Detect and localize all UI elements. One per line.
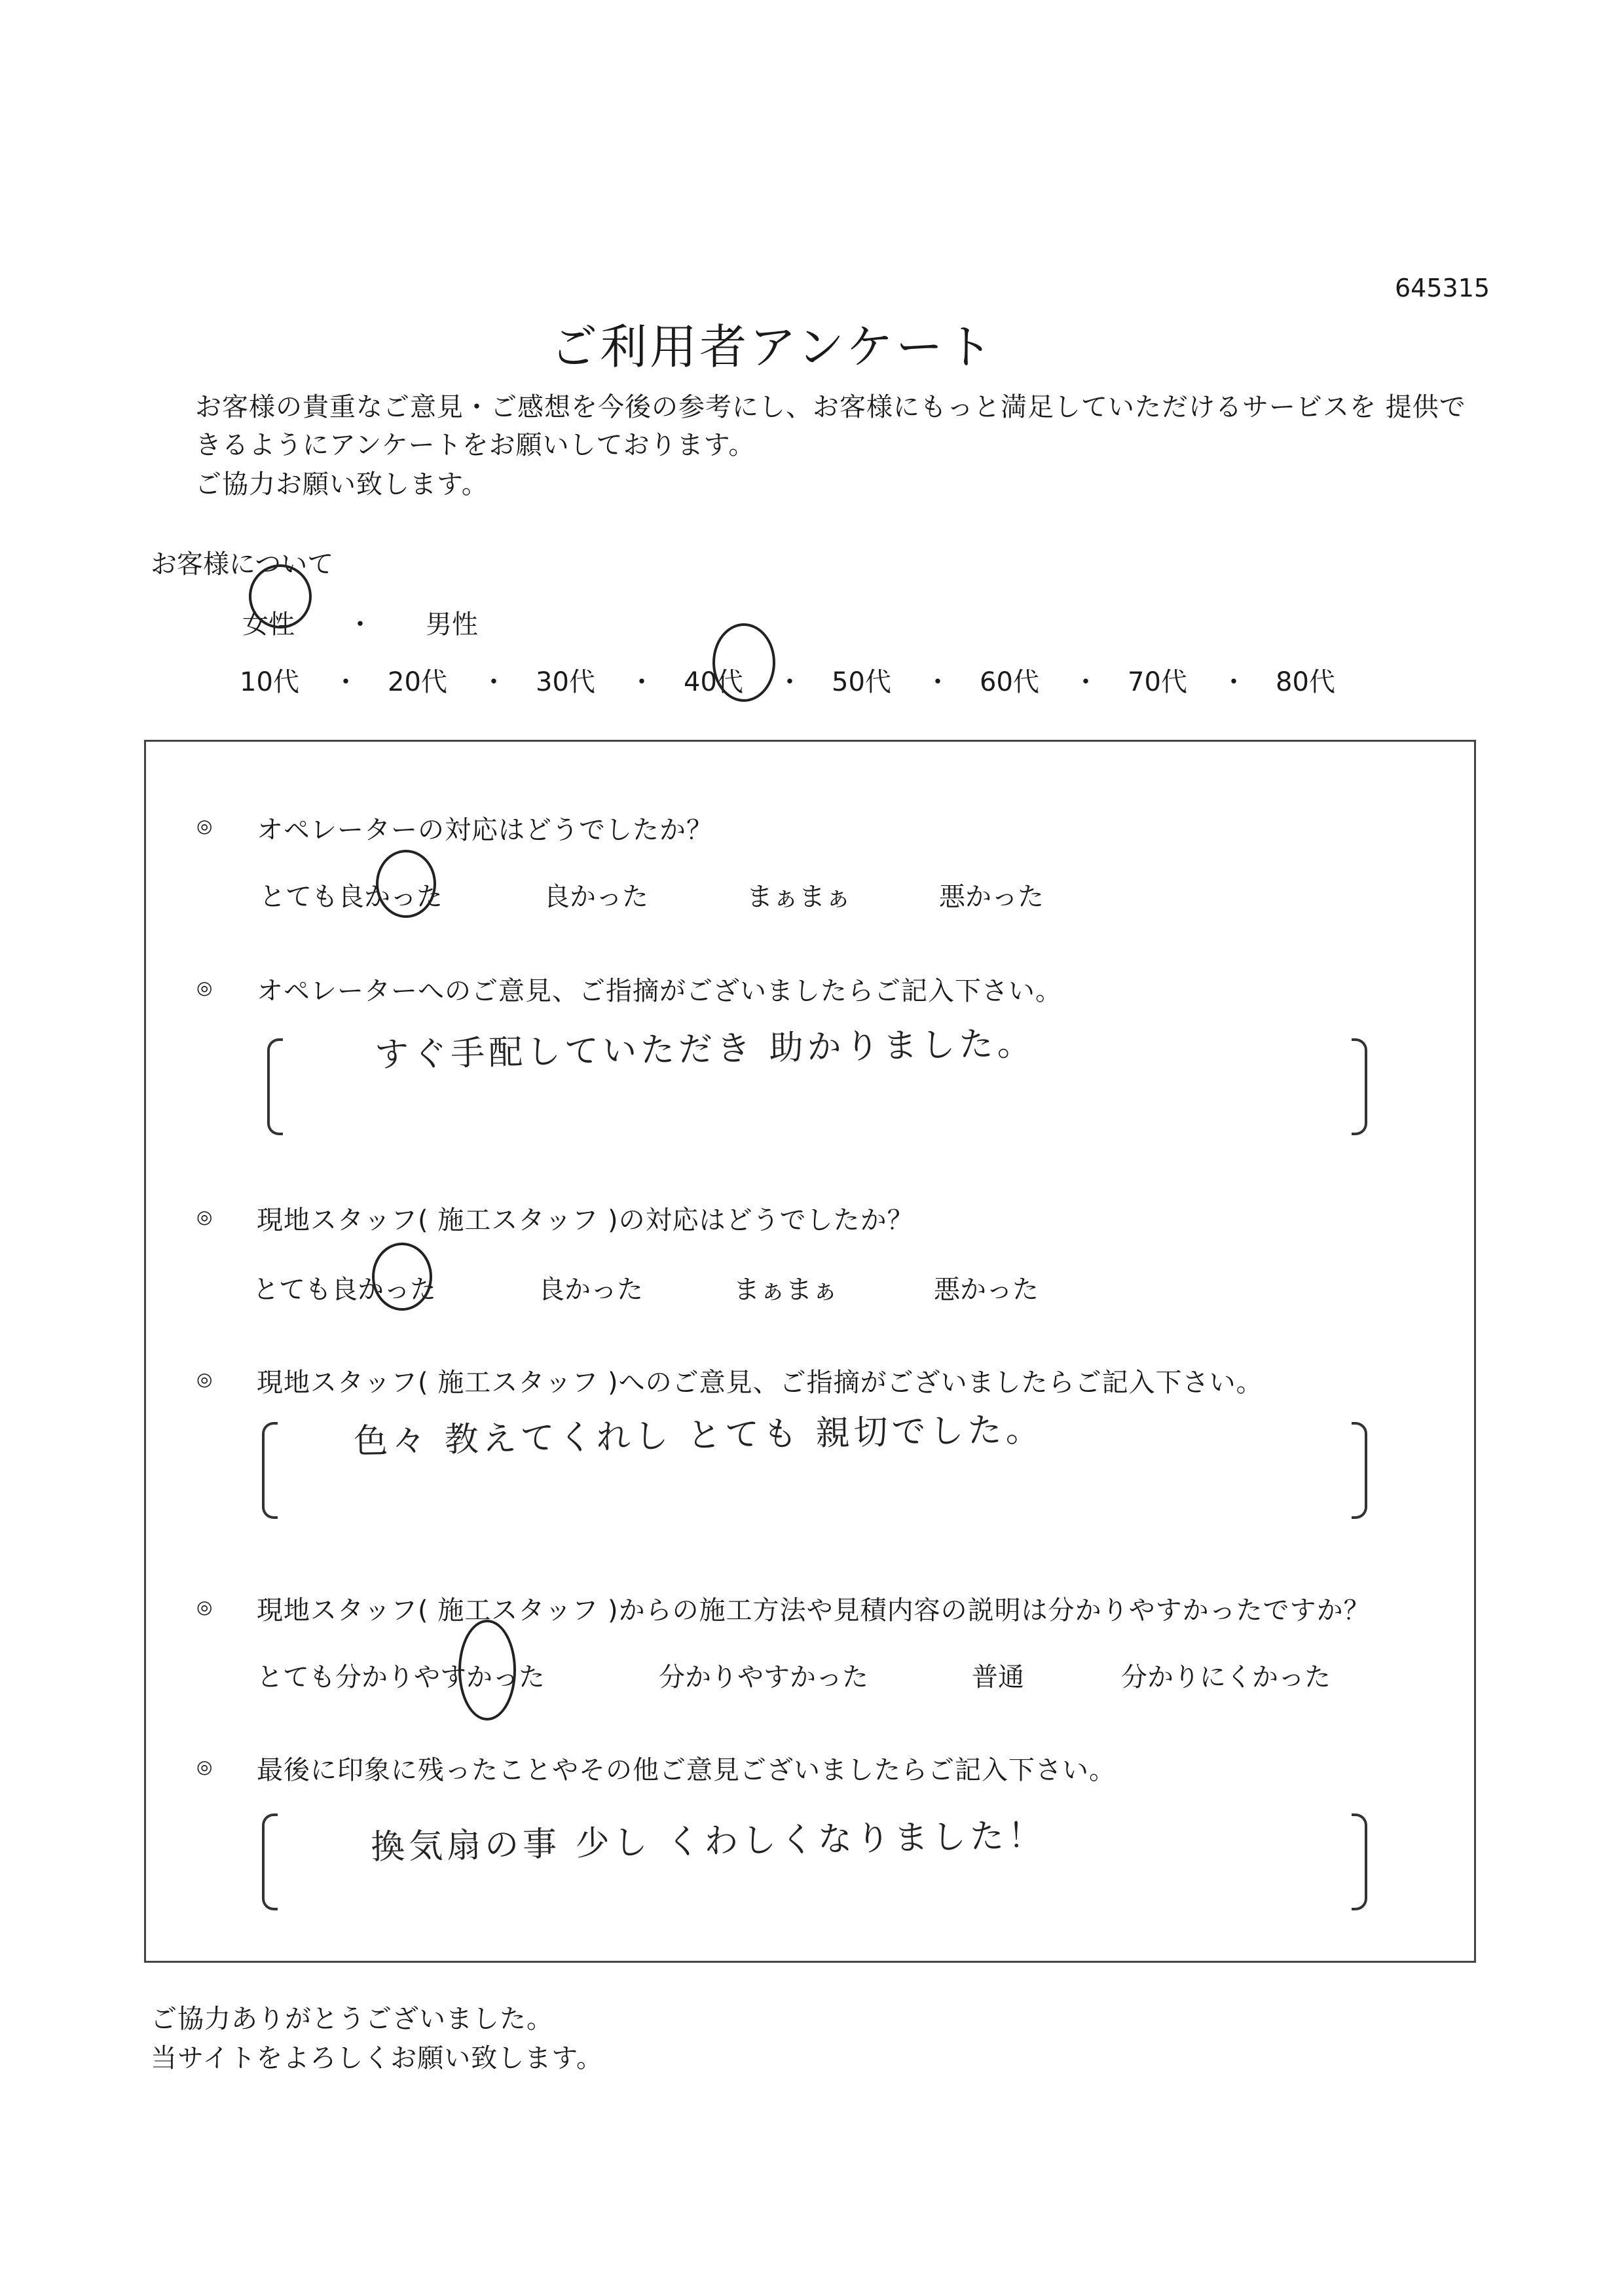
- answer-bracket-left: [267, 1038, 283, 1135]
- q5-option-unclear[interactable]: 分かりにくかった: [1121, 1662, 1331, 1692]
- answer-bracket-right: [1352, 1422, 1367, 1519]
- age-option-30[interactable]: 30代: [536, 667, 595, 697]
- q5-selected-circle: [458, 1620, 516, 1721]
- answer-bracket-left: [262, 1422, 278, 1519]
- question-marker: ◎: [196, 1756, 213, 1777]
- q5-option-clear[interactable]: 分かりやすかった: [659, 1662, 868, 1692]
- separator: ・: [347, 610, 373, 640]
- question-3-text: 現地スタッフ( 施工スタッフ )の対応はどうでしたか？: [257, 1205, 914, 1235]
- age-option-60[interactable]: 60代: [980, 667, 1039, 697]
- q1-option-good[interactable]: 良かった: [544, 882, 648, 912]
- separator: ・: [777, 667, 803, 697]
- age-option-80[interactable]: 80代: [1276, 667, 1335, 697]
- q3-option-very-good[interactable]: とても良かった: [253, 1275, 436, 1305]
- question-marker: ◎: [196, 815, 213, 837]
- question-2-text: オペレーターへのご意見、ご指摘がございましたらご記入下さい。: [257, 976, 1062, 1006]
- question-marker: ◎: [196, 977, 213, 998]
- answer-bracket-right: [1352, 1813, 1367, 1910]
- age-option-50[interactable]: 50代: [832, 667, 891, 697]
- footer-thanks: ご協力ありがとうございました。: [151, 2004, 553, 2034]
- age-option-70[interactable]: 70代: [1128, 667, 1187, 697]
- document-id: 645315: [1395, 274, 1490, 302]
- intro-line-2: きるようにアンケートをお願いしております。: [195, 430, 756, 460]
- separator: ・: [1073, 667, 1099, 697]
- question-6-text: 最後に印象に残ったことやその他ご意見ございましたらご記入下さい。: [257, 1755, 1116, 1785]
- intro-line-3: ご協力お願い致します。: [195, 469, 489, 500]
- q3-option-bad[interactable]: 悪かった: [934, 1275, 1039, 1305]
- separator: ・: [481, 667, 507, 697]
- selected-gender-circle: [249, 564, 312, 629]
- q5-option-normal[interactable]: 普通: [972, 1662, 1024, 1692]
- q3-option-good[interactable]: 良かった: [538, 1275, 643, 1305]
- q1-option-so-so[interactable]: まぁまぁ: [747, 882, 851, 912]
- q3-selected-circle: [372, 1243, 432, 1311]
- answer-bracket-left: [262, 1813, 278, 1910]
- intro-line-1: お客様の貴重なご意見・ご感想を今後の参考にし、お客様にもっと満足していただけるサービスを 提供で: [195, 392, 1466, 422]
- footer-request: 当サイトをよろしくお願い致します。: [151, 2043, 603, 2073]
- q1-option-very-good[interactable]: とても良かった: [259, 882, 443, 912]
- q2-handwritten-answer: すぐ手配していただき 助かりました。: [374, 1024, 1036, 1075]
- question-marker: ◎: [196, 1206, 213, 1228]
- q1-selected-circle: [376, 850, 436, 918]
- q4-handwritten-answer: 色々 教えてくれし とても 親切でした。: [353, 1410, 1044, 1462]
- age-option-20[interactable]: 20代: [388, 667, 447, 697]
- separator: ・: [333, 667, 359, 697]
- separator: ・: [629, 667, 655, 697]
- question-marker: ◎: [196, 1368, 213, 1390]
- answer-bracket-right: [1352, 1038, 1367, 1135]
- separator: ・: [925, 667, 951, 697]
- page-title: ご利用者アンケート: [550, 319, 995, 374]
- age-option-40[interactable]: 40代: [684, 667, 743, 697]
- question-5-text: 現地スタッフ( 施工スタッフ )からの施工方法や見積内容の説明は分かりやすかったですか？: [257, 1595, 1371, 1626]
- gender-option-female[interactable]: 女性: [242, 610, 295, 640]
- age-option-10[interactable]: 10代: [240, 667, 299, 697]
- question-1-text: オペレーターの対応はどうでしたか？: [257, 815, 713, 845]
- q3-option-so-so[interactable]: まぁまぁ: [733, 1275, 838, 1305]
- selected-age-circle: [712, 623, 775, 702]
- customer-section-label: お客様について: [151, 549, 334, 579]
- question-marker: ◎: [196, 1596, 213, 1618]
- q1-option-bad[interactable]: 悪かった: [939, 882, 1044, 912]
- q5-option-very-clear[interactable]: とても分かりやすかった: [257, 1662, 545, 1692]
- separator: ・: [1221, 667, 1247, 697]
- question-4-text: 現地スタッフ( 施工スタッフ )へのご意見、ご指摘がございましたらご記入下さい。: [257, 1368, 1263, 1398]
- gender-option-male[interactable]: 男性: [426, 610, 478, 640]
- q6-handwritten-answer: 換気扇の事 少し くわしくなりました！: [370, 1816, 1046, 1867]
